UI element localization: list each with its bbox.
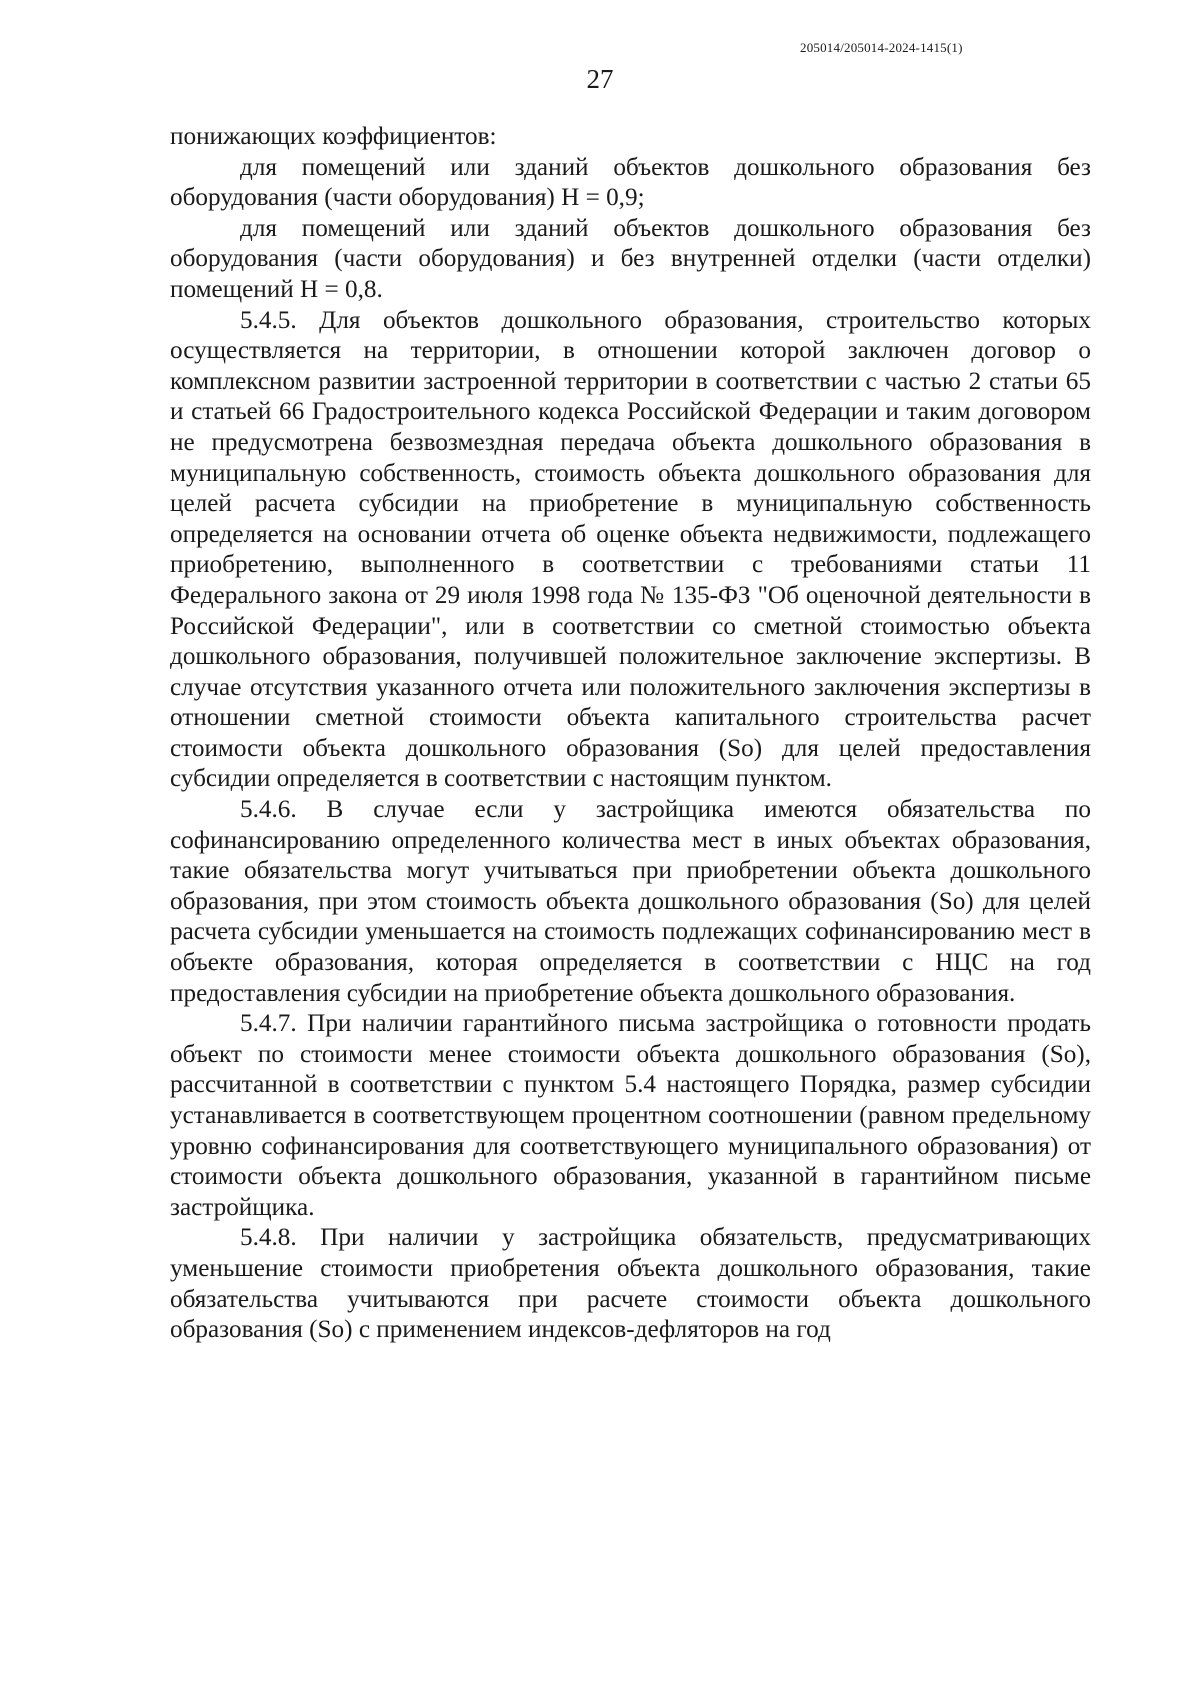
paragraph-clause-5-4-6: 5.4.6. В случае если у застройщика имеются обязательства по софинансированию определенного количества мест в иных объектах образования, такие обязательства могут учитываться при приобретении объекта дошкольного образования, при этом стоимость объекта дошкольного образования (So) для целей расчета субсидии уменьшается на стоимость подлежащих софинансированию мест в объекте образования, которая определяется в соответствии с НЦС на год предоставления субсидии на приобретение объекта дошкольного образования. — [170, 796, 1091, 1007]
paragraph-coefficient-0-9: для помещений или зданий объектов дошкольного образования без оборудования (части оборудования) Н = 0,9; — [170, 153, 1091, 212]
paragraph-clause-5-4-8: 5.4.8. При наличии у застройщика обязательств, предусматривающих уменьшение стоимости приобретения объекта дошкольного образования, такие обязательства учитываются при расчете стоимости объекта дошкольного образования (So) с применением индексов-дефляторов на год — [170, 1224, 1091, 1344]
paragraph-coefficient-0-8: для помещений или зданий объектов дошкольного образования без оборудования (части оборудования) и без внутренней отделки (части отделки) помещений Н = 0,8. — [170, 214, 1091, 303]
document-body — [170, 122, 1091, 1346]
paragraph-clause-5-4-7: 5.4.7. При наличии гарантийного письма застройщика о готовности продать объект по стоимости менее стоимости объекта дошкольного образования (So), рассчитанной в соответствии с пунктом 5.4 настоящего Порядка, размер субсидии устанавливается в соответствующем процентном соотношении (равном предельному уровню софинансирования для соответствующего муниципального образования) от стоимости объекта дошкольного образования, указанной в гарантийном письме застройщика. — [170, 1010, 1091, 1221]
page-number: 27 — [586, 64, 614, 94]
paragraph-reduction-coefficients: понижающих коэффициентов: — [170, 123, 497, 150]
document-registration-number: 205014/205014-2024-1415(1) — [800, 40, 963, 55]
paragraph-clause-5-4-5: 5.4.5. Для объектов дошкольного образования, строительство которых осуществляется на территории, в отношении которой заключен договор о комплексном развитии застроенной территории в соответствии с частью 2 статьи 65 и статьей 66 Градостроительного кодекса Российской Федерации и таким договором не предусмотрена безвозмездная передача объекта дошкольного образования в муниципальную собственность, стоимость объекта дошкольного образования для целей расчета субсидии на приобретение в муниципальную собственность определяется на основании отчета об оценке объекта недвижимости, подлежащего приобретению, выполненного в соответствии с требованиями статьи 11 Федерального закона от 29 июля 1998 года № 135-ФЗ "Об оценочной деятельности в Российской Федерации", или в соответствии со сметной стоимостью объекта дошкольного образования, получившей положительное заключение экспертизы. В случае отсутствия указанного отчета или положительного заключения экспертизы в отношении сметной стоимости объекта капитального строительства расчет стоимости объекта дошкольного образования (So) для целей предоставления субсидии определяется в соответствии с настоящим пунктом. — [170, 306, 1091, 793]
